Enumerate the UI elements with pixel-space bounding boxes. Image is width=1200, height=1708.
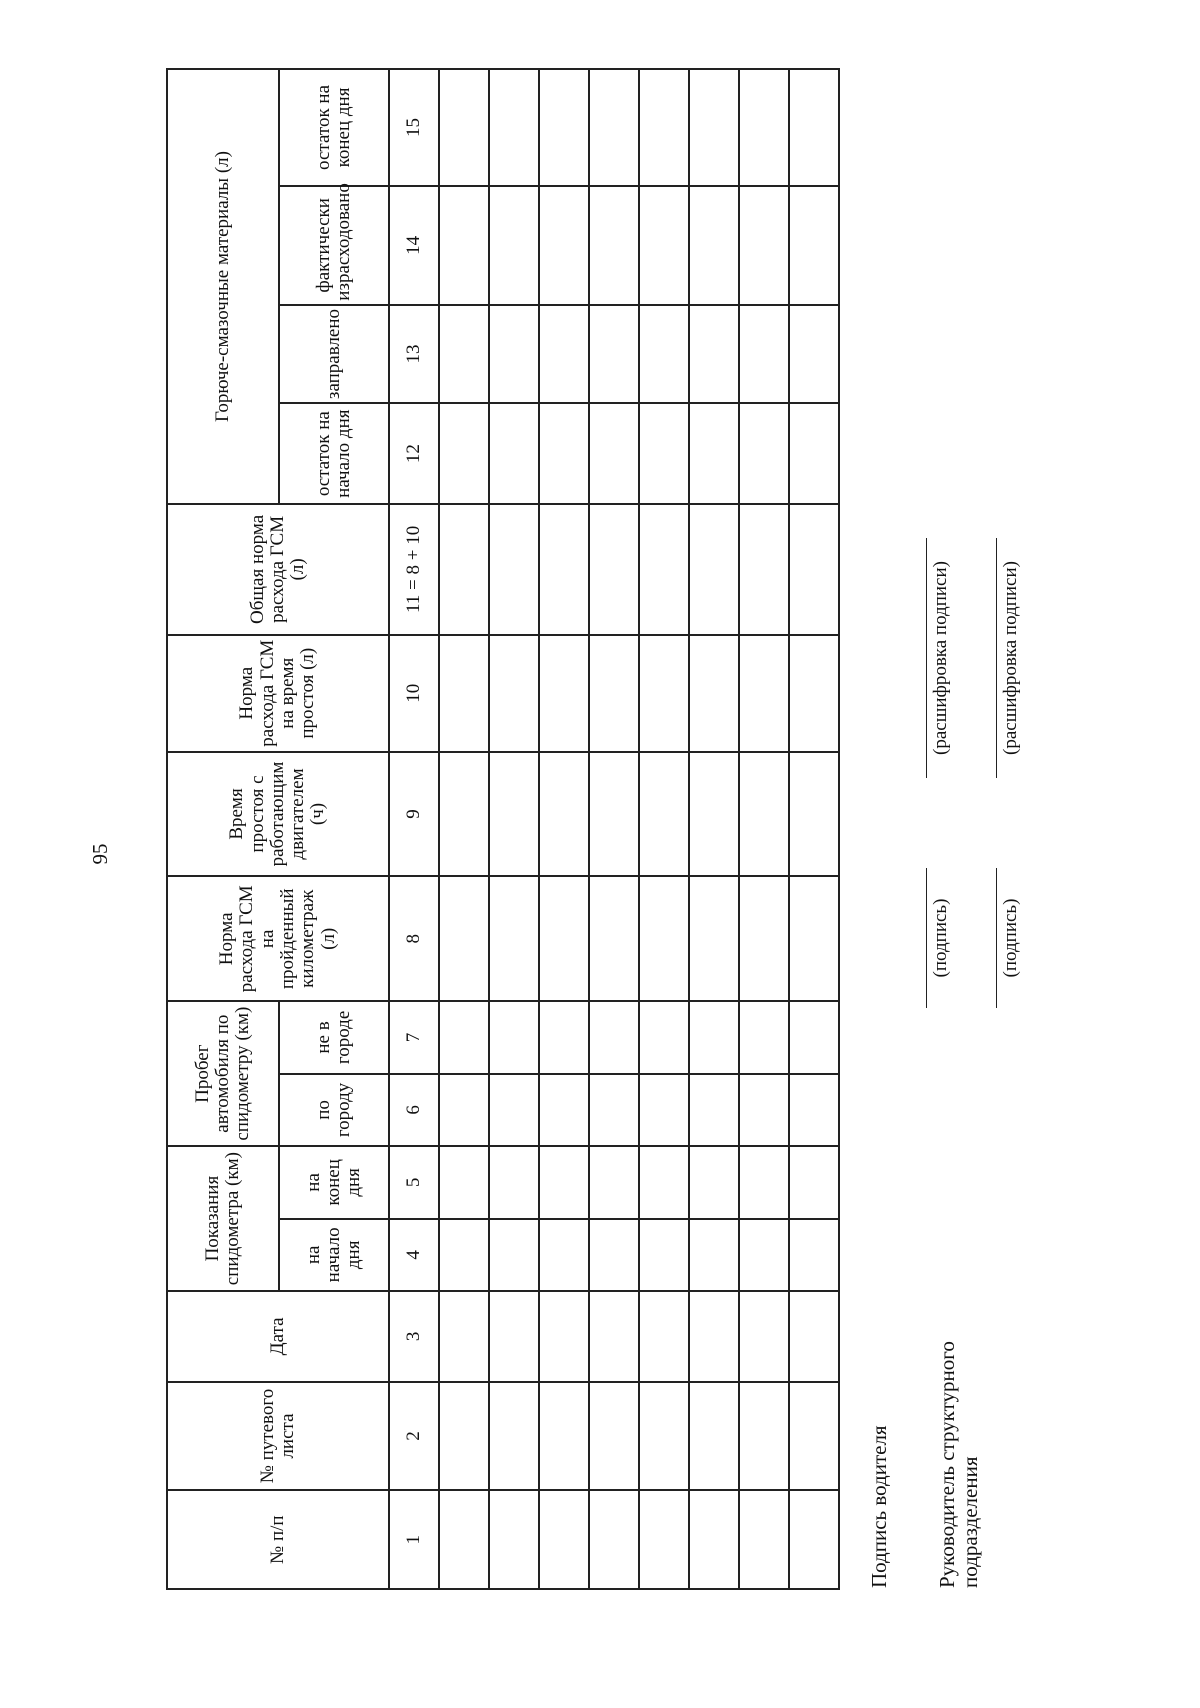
table-cell[interactable] (439, 635, 489, 752)
table-cell[interactable] (439, 1001, 489, 1073)
table-cell[interactable] (739, 1146, 789, 1218)
table-cell[interactable] (589, 1291, 639, 1382)
driver-signature-line[interactable] (926, 868, 927, 1008)
table-cell[interactable] (789, 1146, 839, 1218)
table-cell[interactable] (689, 1490, 739, 1589)
column-number: 6 (389, 1074, 439, 1146)
header-waybill-number: № путевого листа (167, 1382, 389, 1491)
table-cell[interactable] (439, 305, 489, 404)
table-cell[interactable] (639, 305, 689, 404)
table-cell[interactable] (439, 69, 489, 186)
table-cell[interactable] (589, 1382, 639, 1491)
table-cell[interactable] (789, 305, 839, 404)
table-row (589, 69, 639, 1589)
table-cell[interactable] (789, 186, 839, 305)
table-cell[interactable] (789, 876, 839, 1001)
table-cell[interactable] (539, 305, 589, 404)
column-number: 8 (389, 876, 439, 1001)
table-cell[interactable] (489, 1382, 539, 1491)
table-cell[interactable] (789, 69, 839, 186)
column-number: 10 (389, 635, 439, 752)
table-cell[interactable] (739, 876, 789, 1001)
header-mileage-outside: не в городе (279, 1001, 389, 1073)
table-cell[interactable] (489, 1001, 539, 1073)
table-cell[interactable] (689, 403, 739, 504)
column-number: 4 (389, 1219, 439, 1291)
table-cell[interactable] (639, 186, 689, 305)
table-cell[interactable] (489, 635, 539, 752)
table-cell[interactable] (589, 504, 639, 635)
table-cell[interactable] (439, 1219, 489, 1291)
table-cell[interactable] (489, 504, 539, 635)
table-cell[interactable] (439, 1490, 489, 1589)
table-cell[interactable] (739, 69, 789, 186)
table-cell[interactable] (689, 1146, 739, 1218)
header-fuel-end: остаток на конец дня (279, 69, 389, 186)
table-cell[interactable] (739, 504, 789, 635)
table-cell[interactable] (439, 752, 489, 877)
table-cell[interactable] (789, 403, 839, 504)
page-number: 95 (88, 843, 112, 865)
header-odo-start: на начало дня (279, 1219, 389, 1291)
table-cell[interactable] (689, 1074, 739, 1146)
table-cell[interactable] (489, 752, 539, 877)
table-cell[interactable] (639, 752, 689, 877)
table-cell[interactable] (739, 1001, 789, 1073)
table-row (689, 69, 739, 1589)
table-cell[interactable] (739, 186, 789, 305)
driver-decryption-caption: (расшифровка подписи) (930, 561, 951, 755)
table-row (739, 69, 789, 1589)
table-cell[interactable] (639, 1146, 689, 1218)
table-cell[interactable] (689, 1001, 739, 1073)
table-cell[interactable] (689, 69, 739, 186)
table-cell[interactable] (439, 504, 489, 635)
header-norm-km: Норма расхода ГСМ на пройденный километраж (л) (167, 876, 389, 1001)
table-cell[interactable] (639, 1382, 689, 1491)
column-number: 15 (389, 69, 439, 186)
table-cell[interactable] (639, 1074, 689, 1146)
driver-decryption-line[interactable] (926, 538, 927, 778)
table-row (489, 69, 539, 1589)
table-cell[interactable] (739, 635, 789, 752)
table-cell[interactable] (739, 305, 789, 404)
table-cell[interactable] (739, 1074, 789, 1146)
table-cell[interactable] (439, 1074, 489, 1146)
column-number: 11 = 8 + 10 (389, 504, 439, 635)
table-cell[interactable] (789, 1074, 839, 1146)
table-cell[interactable] (489, 1291, 539, 1382)
column-number: 1 (389, 1490, 439, 1589)
table-cell[interactable] (489, 69, 539, 186)
header-date: Дата (167, 1291, 389, 1382)
header-norm-idle: Норма расхода ГСМ на время простоя (л) (167, 635, 389, 752)
header-fuel-used: фактически израсходовано (279, 186, 389, 305)
header-total-norm: Общая норма расхода ГСМ (л) (167, 504, 389, 635)
column-number: 14 (389, 186, 439, 305)
column-number: 2 (389, 1382, 439, 1491)
table-cell[interactable] (639, 1490, 689, 1589)
manager-signature-line[interactable] (996, 868, 997, 1008)
header-odo-end: на конец дня (279, 1146, 389, 1218)
table-cell[interactable] (539, 1219, 589, 1291)
table-row (539, 69, 589, 1589)
table-cell[interactable] (639, 1219, 689, 1291)
table-row (439, 69, 489, 1589)
table-cell[interactable] (739, 1219, 789, 1291)
fuel-log-table (166, 68, 840, 1590)
table-cell[interactable] (739, 752, 789, 877)
table-cell[interactable] (539, 635, 589, 752)
table-cell[interactable] (589, 69, 639, 186)
table-cell[interactable] (789, 1001, 839, 1073)
table-cell[interactable] (539, 876, 589, 1001)
table-cell[interactable] (639, 1001, 689, 1073)
table-cell[interactable] (539, 1074, 589, 1146)
table-cell[interactable] (439, 1291, 489, 1382)
header-fuel-start: остаток на начало дня (279, 403, 389, 504)
table-cell[interactable] (689, 635, 739, 752)
manager-signature-label: Руководитель структурного подразделения (935, 1341, 983, 1588)
table-cell[interactable] (589, 635, 639, 752)
column-number: 9 (389, 752, 439, 877)
table-cell[interactable] (789, 1291, 839, 1382)
table-cell[interactable] (489, 876, 539, 1001)
table-cell[interactable] (539, 403, 589, 504)
header-fuel-refilled: заправлено (279, 305, 389, 404)
table-cell[interactable] (439, 1146, 489, 1218)
table-cell[interactable] (539, 1291, 589, 1382)
table-cell[interactable] (539, 504, 589, 635)
header-fuel-group: Горюче-смазочные материалы (л) (167, 69, 279, 504)
table-cell[interactable] (689, 876, 739, 1001)
table-cell[interactable] (439, 876, 489, 1001)
table-cell[interactable] (489, 1490, 539, 1589)
table-cell[interactable] (489, 186, 539, 305)
table-cell[interactable] (539, 1001, 589, 1073)
header-mileage-city: по городу (279, 1074, 389, 1146)
table-cell[interactable] (639, 504, 689, 635)
table-cell[interactable] (739, 1291, 789, 1382)
driver-signature-label: Подпись водителя (867, 1425, 891, 1588)
table-cell[interactable] (789, 1382, 839, 1491)
table-cell[interactable] (539, 69, 589, 186)
manager-decryption-line[interactable] (996, 538, 997, 778)
table-cell[interactable] (639, 1291, 689, 1382)
table-cell[interactable] (489, 1219, 539, 1291)
table-cell[interactable] (539, 752, 589, 877)
table-cell[interactable] (789, 1490, 839, 1589)
table-cell[interactable] (489, 403, 539, 504)
manager-signature-caption: (подпись) (1000, 898, 1021, 978)
table-cell[interactable] (589, 876, 639, 1001)
table-cell[interactable] (639, 635, 689, 752)
table-cell[interactable] (789, 504, 839, 635)
table-cell[interactable] (589, 752, 639, 877)
column-number: 12 (389, 403, 439, 504)
table-cell[interactable] (689, 1382, 739, 1491)
table-cell[interactable] (789, 1219, 839, 1291)
table-cell[interactable] (439, 403, 489, 504)
table-cell[interactable] (589, 305, 639, 404)
table-cell[interactable] (639, 403, 689, 504)
driver-signature-caption: (подпись) (930, 898, 951, 978)
column-number-row (389, 69, 439, 1589)
table-cell[interactable] (689, 305, 739, 404)
table-cell[interactable] (689, 1291, 739, 1382)
table-cell[interactable] (589, 1146, 639, 1218)
header-odometer-group: Показания спидометра (км) (167, 1146, 279, 1291)
table-cell[interactable] (639, 876, 689, 1001)
table-cell[interactable] (539, 186, 589, 305)
table-cell[interactable] (589, 1001, 639, 1073)
table-cell[interactable] (689, 752, 739, 877)
table-cell[interactable] (489, 1074, 539, 1146)
column-number: 3 (389, 1291, 439, 1382)
table-cell[interactable] (539, 1490, 589, 1589)
table-cell[interactable] (439, 1382, 489, 1491)
table-cell[interactable] (589, 1074, 639, 1146)
manager-decryption-caption: (расшифровка подписи) (1000, 561, 1021, 755)
header-row-number: № п/п (167, 1490, 389, 1589)
table-cell[interactable] (539, 1146, 589, 1218)
column-number: 5 (389, 1146, 439, 1218)
table-cell[interactable] (539, 1382, 589, 1491)
header-mileage-group: Пробег автомобиля по спидометру (км) (167, 1001, 279, 1146)
table-row (639, 69, 689, 1589)
table-cell[interactable] (789, 635, 839, 752)
table-cell[interactable] (789, 752, 839, 877)
table-cell[interactable] (589, 1490, 639, 1589)
header-idle-time: Время простоя с работающим двигателем (ч) (167, 752, 389, 877)
column-number: 13 (389, 305, 439, 404)
table-cell[interactable] (689, 504, 739, 635)
table-row (789, 69, 839, 1589)
table-cell[interactable] (589, 403, 639, 504)
table-cell[interactable] (739, 403, 789, 504)
table-cell[interactable] (689, 1219, 739, 1291)
column-number: 7 (389, 1001, 439, 1073)
table-cell[interactable] (589, 186, 639, 305)
table-cell[interactable] (739, 1490, 789, 1589)
table-cell[interactable] (589, 1219, 639, 1291)
table-cell[interactable] (739, 1382, 789, 1491)
table-cell[interactable] (439, 186, 489, 305)
table-cell[interactable] (639, 69, 689, 186)
table-cell[interactable] (489, 305, 539, 404)
table-cell[interactable] (489, 1146, 539, 1218)
table-cell[interactable] (689, 186, 739, 305)
header-row-1 (167, 69, 279, 1589)
